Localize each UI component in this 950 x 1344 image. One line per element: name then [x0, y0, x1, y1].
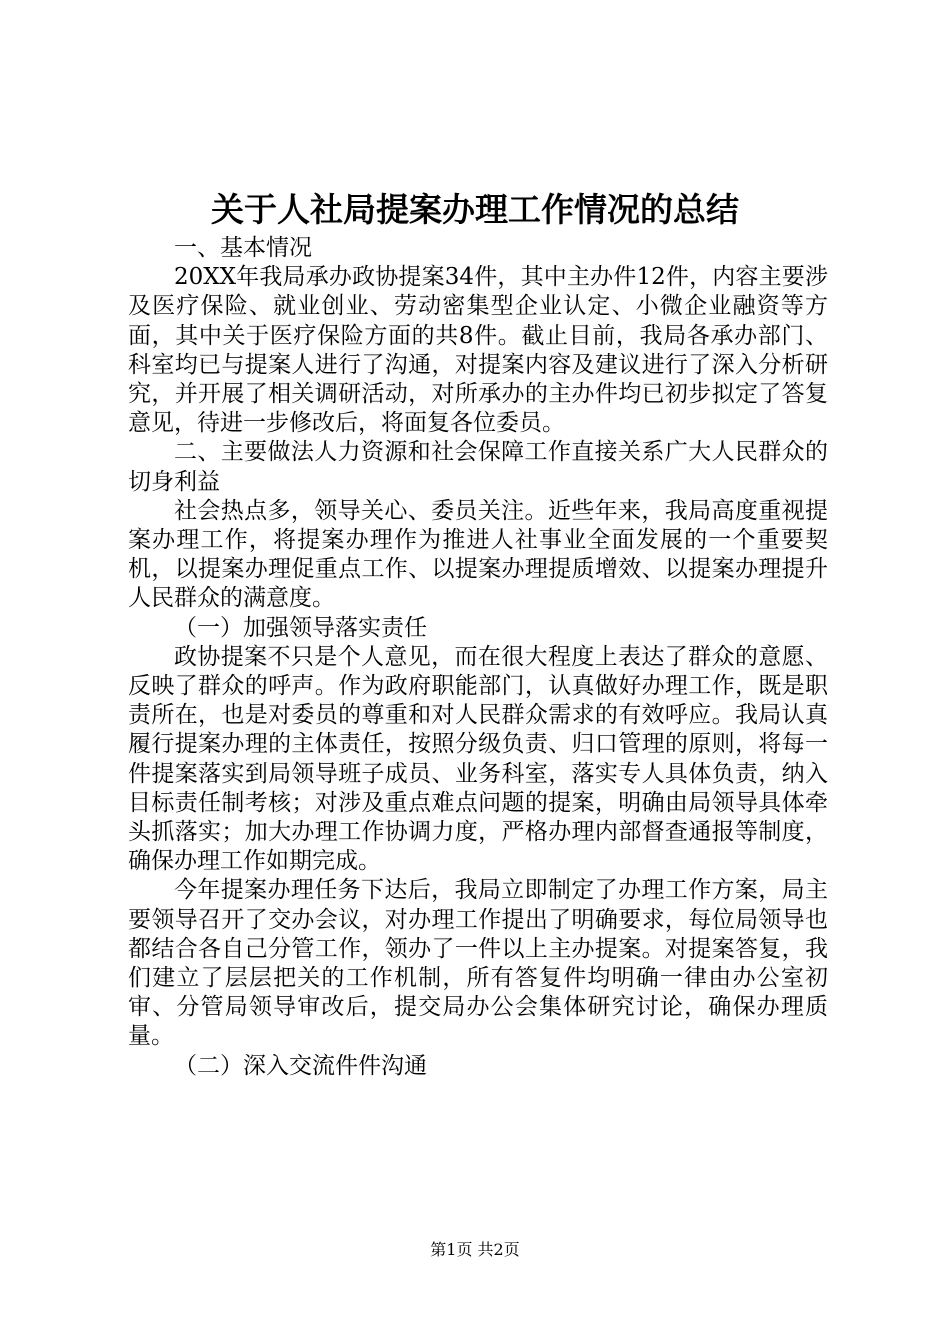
document-body — [128, 234, 828, 1081]
section-heading: 一、基本情况 — [174, 235, 312, 261]
paragraph: 社会热点多，领导关心、委员关注。近些年来，我局高度重视提案办理工作，将提案办理作为推进人社事业全面发展的一个重要契机，以提案办理促重点工作、以提案办理提质增效、以提案办理提升人民群众的满意度。 — [128, 497, 828, 612]
paragraph: 20XX年我局承办政协提案34件，其中主办件12件，内容主要涉及医疗保险、就业创业、劳动密集型企业认定、小微企业融资等方面，其中关于医疗保险方面的共8件。截止目前，我局各承办部门、科室均已与提案人进行了沟通，对提案内容及建议进行了深入分析研究，并开展了相关调研活动，对所承办的主办件均已初步拟定了答复意见，待进一步修改后，将面复各位委员。 — [128, 264, 828, 437]
subsection-heading: （二）深入交流件件沟通 — [174, 1052, 427, 1079]
section-heading: 二、主要做法人力资源和社会保障工作直接关系广大人民群众的切身利益 — [128, 439, 828, 495]
paragraph: 今年提案办理任务下达后，我局立即制定了办理工作方案，局主要领导召开了交办会议，对办理工作提出了明确要求，每位局领导也都结合各自己分管工作，领办了一件以上主办提案。对提案答复，我们建立了层层把关的工作机制，所有答复件均明确一律由办公室初审、分管局领导审改后，提交局办公会集体研究讨论，确保办理质量。 — [128, 877, 828, 1050]
subsection-heading: （一）加强领导落实责任 — [174, 614, 427, 641]
paragraph: 政协提案不只是个人意见，而在很大程度上表达了群众的意愿、反映了群众的呼声。作为政府职能部门，认真做好办理工作，既是职责所在，也是对委员的尊重和对人民群众需求的有效呼应。我局认真履行提案办理的主体责任，按照分级负责、归口管理的原则，将每一件提案落实到局领导班子成员、业务科室，落实专人具体负责，纳入目标责任制考核；对涉及重点难点问题的提案，明确由局领导具体牵头抓落实；加大办理工作协调力度，严格办理内部督查通报等制度，确保办理工作如期完成。 — [128, 643, 828, 875]
page-footer: 第1页 共2页 — [430, 1240, 520, 1259]
document-title: 关于人社局提案办理工作情况的总结 — [211, 190, 739, 229]
